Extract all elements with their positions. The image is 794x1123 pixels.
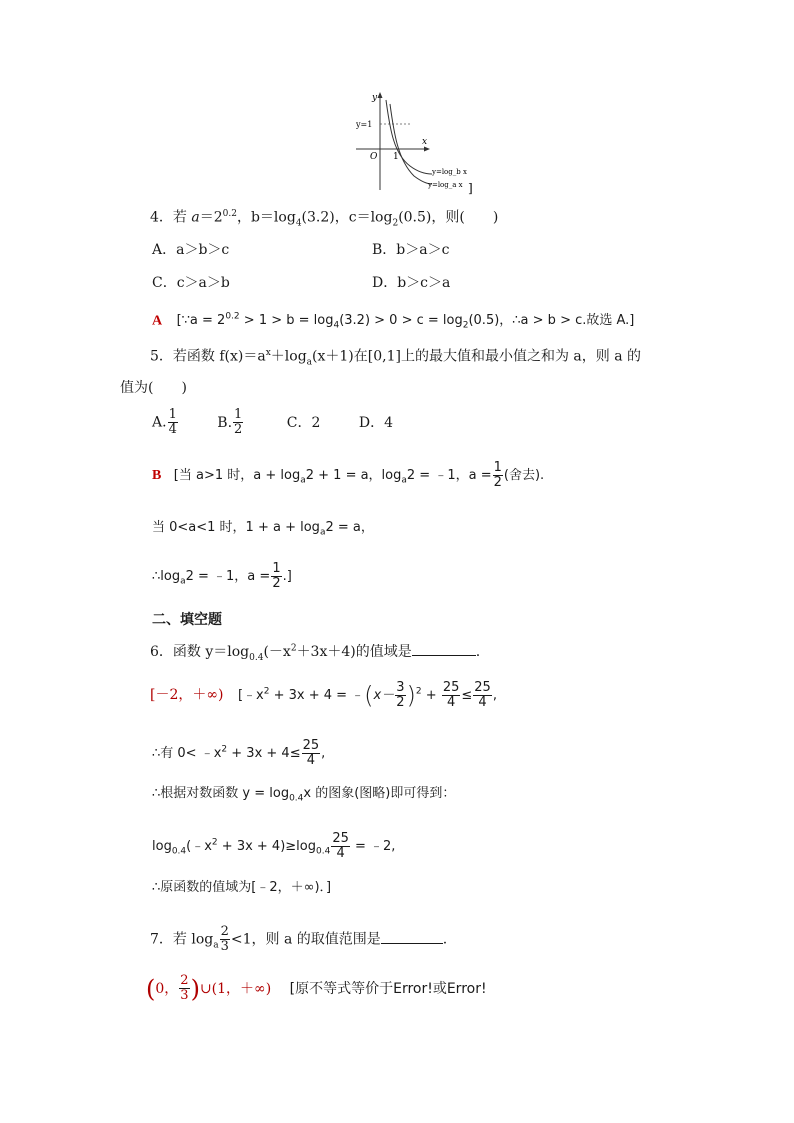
q7-stem: 7．若 $\log_a$ $\frac{2}{3}$ <1，则 a 的取值范围是 . bbox=[150, 924, 448, 954]
one-label: 1 bbox=[393, 152, 399, 162]
q5-answer: B bbox=[152, 468, 162, 483]
curve-b-label: y=log_b x bbox=[432, 168, 467, 176]
q4-option-b: B．b＞a＞c bbox=[372, 242, 450, 258]
q6-blank bbox=[412, 643, 476, 656]
q4-answer: A bbox=[152, 313, 163, 329]
q5-solution-line3: $\therefore\log_a2$ = ﹣1，a = $\frac{1}{2}$ .] bbox=[152, 561, 292, 591]
q5-solution-line1: B [当 a>1 时，$a + \log_a2 + 1 = a$，$\log_a2$ = ﹣1，a = $\frac{1}{2}$ (舍去). bbox=[152, 460, 545, 490]
q4-option-c: C．c＞a＞b bbox=[152, 275, 230, 291]
x-axis-label: x bbox=[422, 137, 428, 147]
q7-blank bbox=[381, 931, 443, 944]
y1-label: y=1 bbox=[356, 120, 373, 129]
q6-solution-line5: ∴原函数的值域为[﹣2，＋∞)．] bbox=[152, 880, 332, 895]
q7-answer: (0， $\frac{2}{3}$ )∪(1，＋∞) bbox=[146, 973, 272, 1003]
q4-solution: A [∵a = $2^{0.2} > 1 > b = \log_4(3.2) > 0 > c = \log_2(0.5)$，∴a > b > c.故选 A.] bbox=[152, 312, 635, 331]
q5-solution-line2: 当 0<a<1 时，$1 + a + \log_a2 = a$， bbox=[152, 520, 374, 538]
q5-stem-line1: 5．若函数 $f(x)=a^x+\log_a(x+1)$在[0,1]上的最大值和最小值之和为 a，则 a 的 bbox=[150, 348, 642, 368]
figure-bracket: ] bbox=[468, 181, 473, 195]
q7-solution: (0， $\frac{2}{3}$ )∪(1，＋∞) [原不等式等价于Error!或Error! bbox=[146, 973, 487, 1003]
curve-a-label: y=log_a x bbox=[428, 181, 463, 189]
q6-answer: [－2，＋∞) bbox=[150, 687, 224, 703]
q5-options: A. $\frac{1}{4}$ B. $\frac{1}{2}$ C．2 D．4 bbox=[152, 407, 393, 437]
q4-stem: 4．若 $a=2^{0.2}$，$b=\log_4(3.2)$，$c=\log_2(0.5)$，则( ) bbox=[150, 209, 499, 229]
q6-solution-line3: ∴根据对数函数 $y = \log_{0.4}x$ 的图象(图略)即可得到： bbox=[152, 786, 456, 804]
log-graph-figure bbox=[350, 90, 480, 198]
q6-solution-line2: ∴有 $0< ﹣x^2 + 3x + 4\le$ $\frac{25}{4}$ , bbox=[152, 738, 326, 768]
q4-option-a: A．a＞b＞c bbox=[152, 242, 230, 258]
section-heading: 二、填空题 bbox=[152, 612, 222, 628]
origin-label: O bbox=[370, 152, 378, 162]
q6-solution-line1: [－2，＋∞) [$﹣x^2 + 3x + 4$ = ﹣(x－ $\frac{3}{2}$ )$^2$ + $\frac{25}{4}$ ≤ $\frac{25}{4}$ , bbox=[150, 680, 497, 710]
y-axis-label: y bbox=[372, 93, 378, 103]
q6-stem: 6．函数 $y=\log_{0.4}(-x^2+3x+4)$的值域是 . bbox=[150, 643, 481, 663]
q5-stem-line2: 值为( ) bbox=[120, 380, 187, 396]
q6-solution-line4: $\log_{0.4}(﹣x^2 + 3x + 4)\ge\log_{0.4}$ $\frac{25}{4}$ = ﹣2, bbox=[152, 831, 396, 861]
q4-option-d: D．b＞c＞a bbox=[372, 275, 451, 291]
